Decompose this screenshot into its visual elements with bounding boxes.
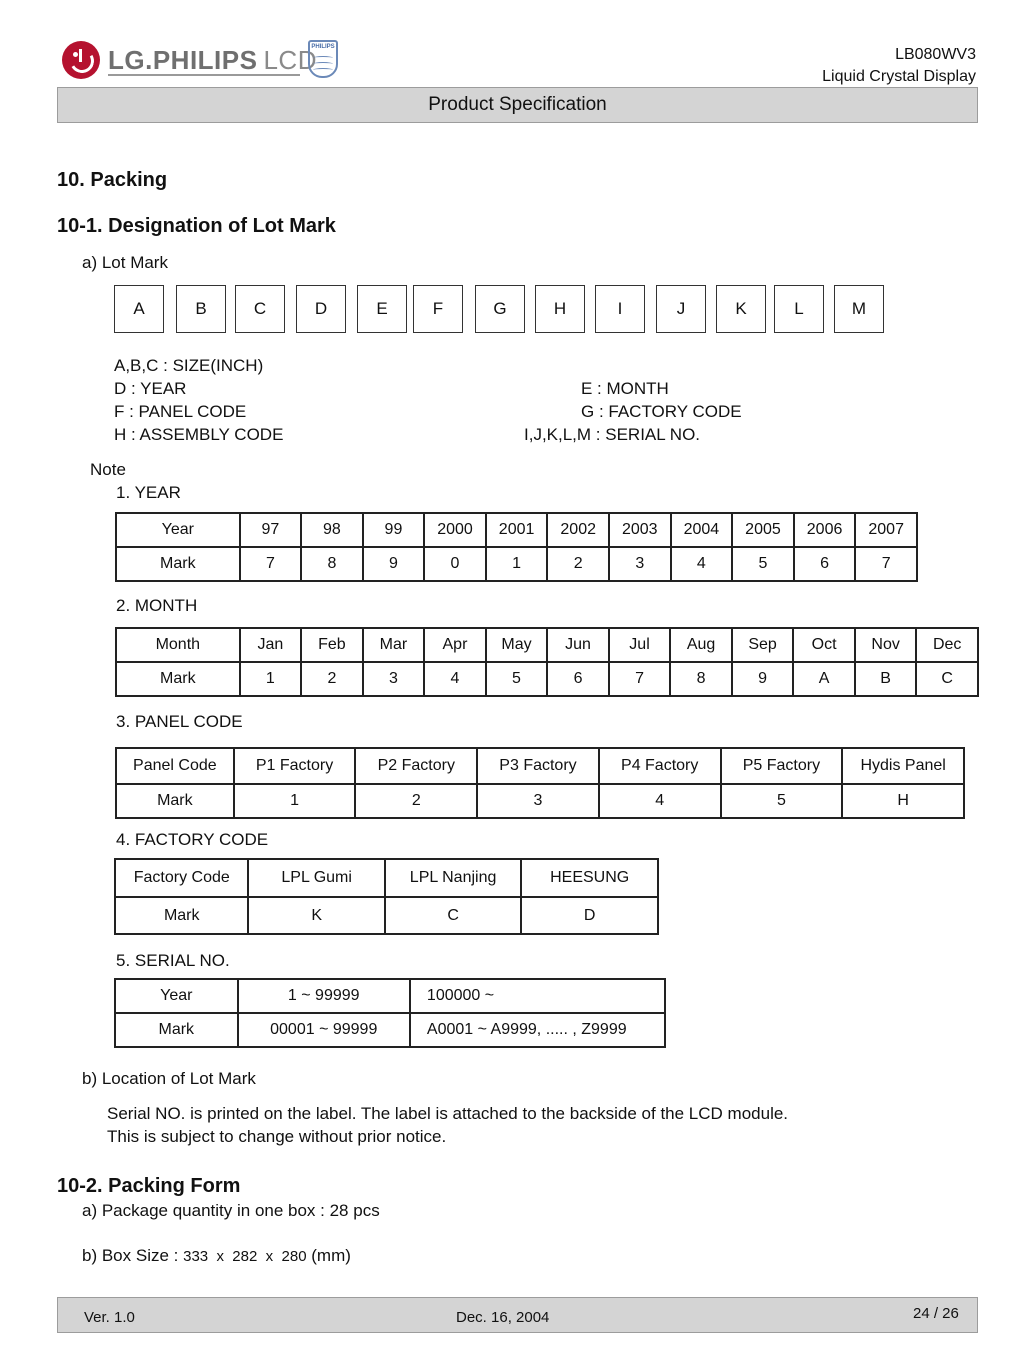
table-cell: 99	[363, 513, 425, 547]
location-text-line2: This is subject to change without prior notice.	[107, 1127, 447, 1146]
table-cell: P1 Factory	[234, 748, 356, 784]
table-cell: 4	[424, 662, 486, 696]
table-cell: 6	[547, 662, 609, 696]
table-cell: 9	[732, 662, 794, 696]
box-size-unit: (mm)	[306, 1246, 351, 1265]
table-cell: 0	[424, 547, 486, 581]
subsection-lot-mark-title: 10-1. Designation of Lot Mark	[57, 215, 336, 237]
table-cell: LPL Nanjing	[385, 859, 521, 897]
table-cell: 00001 ~ 99999	[238, 1013, 410, 1047]
table-cell: Month	[116, 628, 240, 662]
legend-assembly-code: H : ASSEMBLY CODE	[114, 425, 284, 444]
table-cell: 4	[599, 784, 721, 818]
month-table	[115, 627, 979, 697]
table-cell: Factory Code	[115, 859, 248, 897]
logo-underline	[108, 74, 300, 76]
table-row	[116, 547, 917, 581]
table-cell: Year	[116, 513, 240, 547]
lot-mark-box: C	[235, 285, 285, 333]
table-row	[115, 1013, 665, 1047]
table-cell: Apr	[424, 628, 486, 662]
page-footer	[57, 1297, 978, 1333]
year-table-title: 1. YEAR	[116, 483, 181, 502]
table-row	[115, 979, 665, 1013]
table-cell: 2004	[671, 513, 733, 547]
table-cell: 2005	[732, 513, 794, 547]
lot-mark-box: D	[296, 285, 346, 333]
table-cell: K	[248, 897, 384, 934]
table-cell: 5	[486, 662, 548, 696]
table-cell: 1 ~ 99999	[238, 979, 410, 1013]
panel-code-table-title: 3. PANEL CODE	[116, 712, 243, 731]
lot-mark-box: J	[656, 285, 706, 333]
table-cell: 2002	[547, 513, 609, 547]
footer-date: Dec. 16, 2004	[456, 1309, 550, 1326]
table-cell: A0001 ~ A9999, ..... , Z9999	[410, 1013, 665, 1047]
box-size-value: 333 x 282 x 280	[183, 1248, 307, 1265]
table-cell: B	[855, 662, 917, 696]
serial-no-table-title: 5. SERIAL NO.	[116, 951, 230, 970]
lot-mark-box: H	[535, 285, 585, 333]
table-cell: 3	[609, 547, 671, 581]
table-cell: Oct	[793, 628, 855, 662]
table-cell: 7	[240, 547, 302, 581]
table-cell: Mark	[116, 662, 240, 696]
table-cell: Aug	[670, 628, 732, 662]
table-cell: 5	[721, 784, 843, 818]
table-cell: 1	[240, 662, 302, 696]
table-cell: 2001	[486, 513, 548, 547]
year-table	[115, 512, 918, 582]
table-cell: Mark	[115, 897, 248, 934]
table-cell: P2 Factory	[355, 748, 477, 784]
table-cell: 2	[355, 784, 477, 818]
table-cell: Mar	[363, 628, 425, 662]
serial-no-table	[114, 978, 666, 1048]
table-cell: Jun	[547, 628, 609, 662]
lot-mark-box: M	[834, 285, 884, 333]
table-cell: P4 Factory	[599, 748, 721, 784]
lot-mark-box: K	[716, 285, 766, 333]
table-cell: 8	[301, 547, 363, 581]
footer-page-number: 24 / 26	[913, 1305, 959, 1322]
note-label: Note	[90, 460, 126, 479]
table-cell: 1	[486, 547, 548, 581]
table-cell: 3	[363, 662, 425, 696]
table-cell: Jan	[240, 628, 302, 662]
table-cell: 2007	[855, 513, 917, 547]
legend-panel-code: F : PANEL CODE	[114, 402, 247, 421]
table-row	[115, 859, 658, 897]
table-cell: 6	[794, 547, 856, 581]
table-cell: Mark	[116, 547, 240, 581]
table-cell: 2003	[609, 513, 671, 547]
table-cell: 98	[301, 513, 363, 547]
table-cell: 2	[301, 662, 363, 696]
table-cell: 4	[671, 547, 733, 581]
legend-factory-code: G : FACTORY CODE	[581, 402, 742, 421]
table-cell: 8	[670, 662, 732, 696]
lg-logo-icon	[62, 41, 100, 79]
table-cell: 5	[732, 547, 794, 581]
table-cell: C	[916, 662, 978, 696]
table-cell: 3	[477, 784, 599, 818]
lot-mark-label: a) Lot Mark	[82, 253, 168, 272]
legend-serial-no: I,J,K,L,M : SERIAL NO.	[524, 425, 701, 444]
legend-size: A,B,C : SIZE(INCH)	[114, 356, 264, 375]
lot-mark-box: F	[413, 285, 463, 333]
lot-mark-box: L	[774, 285, 824, 333]
table-cell: H	[842, 784, 964, 818]
table-cell: Dec	[916, 628, 978, 662]
table-cell: A	[793, 662, 855, 696]
table-cell: C	[385, 897, 521, 934]
table-cell: 2000	[424, 513, 486, 547]
table-cell: Mark	[116, 784, 234, 818]
table-cell: 2	[547, 547, 609, 581]
factory-code-table	[114, 858, 659, 935]
lot-mark-box: A	[114, 285, 164, 333]
legend-year: D : YEAR	[114, 379, 187, 398]
table-row	[116, 748, 964, 784]
spec-banner: Product Specification	[57, 87, 978, 123]
table-row	[115, 897, 658, 934]
table-row	[116, 662, 978, 696]
factory-code-table-title: 4. FACTORY CODE	[116, 830, 269, 849]
subsection-packing-form-title: 10-2. Packing Form	[57, 1175, 241, 1197]
table-row	[116, 784, 964, 818]
table-cell: HEESUNG	[521, 859, 658, 897]
table-cell: 7	[609, 662, 671, 696]
table-cell: 7	[855, 547, 917, 581]
table-cell: 97	[240, 513, 302, 547]
table-cell: P3 Factory	[477, 748, 599, 784]
legend-month: E : MONTH	[581, 379, 669, 398]
table-cell: D	[521, 897, 658, 934]
document-id	[822, 44, 976, 88]
box-size	[82, 1246, 351, 1266]
table-cell: P5 Factory	[721, 748, 843, 784]
package-quantity: a) Package quantity in one box : 28 pcs	[82, 1201, 380, 1220]
product-type: Liquid Crystal Display	[822, 68, 976, 85]
box-size-label: b) Box Size :	[82, 1246, 184, 1265]
table-cell: May	[486, 628, 548, 662]
table-cell: Panel Code	[116, 748, 234, 784]
table-cell: LPL Gumi	[248, 859, 384, 897]
lot-mark-box: B	[176, 285, 226, 333]
footer-version: Ver. 1.0	[84, 1309, 135, 1326]
table-cell: 100000 ~	[410, 979, 665, 1013]
location-label: b) Location of Lot Mark	[82, 1069, 256, 1088]
month-table-title: 2. MONTH	[116, 596, 198, 615]
table-cell: 1	[234, 784, 356, 818]
table-cell: Sep	[732, 628, 794, 662]
lot-mark-box: G	[475, 285, 525, 333]
table-row	[116, 513, 917, 547]
lot-mark-box: I	[595, 285, 645, 333]
table-cell: 9	[363, 547, 425, 581]
table-cell: Year	[115, 979, 238, 1013]
section-title: 10. Packing	[57, 169, 168, 191]
table-cell: Hydis Panel	[842, 748, 964, 784]
table-cell: Mark	[115, 1013, 238, 1047]
philips-shield-icon: PHILIPS	[308, 40, 338, 78]
panel-code-table	[115, 747, 965, 819]
lot-mark-box: E	[357, 285, 407, 333]
table-cell: Feb	[301, 628, 363, 662]
table-cell: Jul	[609, 628, 671, 662]
location-text-line1: Serial NO. is printed on the label. The label is attached to the backside of the LCD module.	[107, 1104, 789, 1123]
logo-text: LG.PHILIPS LCD	[108, 44, 317, 75]
table-cell: 2006	[794, 513, 856, 547]
model-number: LB080WV3	[895, 46, 976, 63]
table-cell: Nov	[855, 628, 917, 662]
table-row	[116, 628, 978, 662]
